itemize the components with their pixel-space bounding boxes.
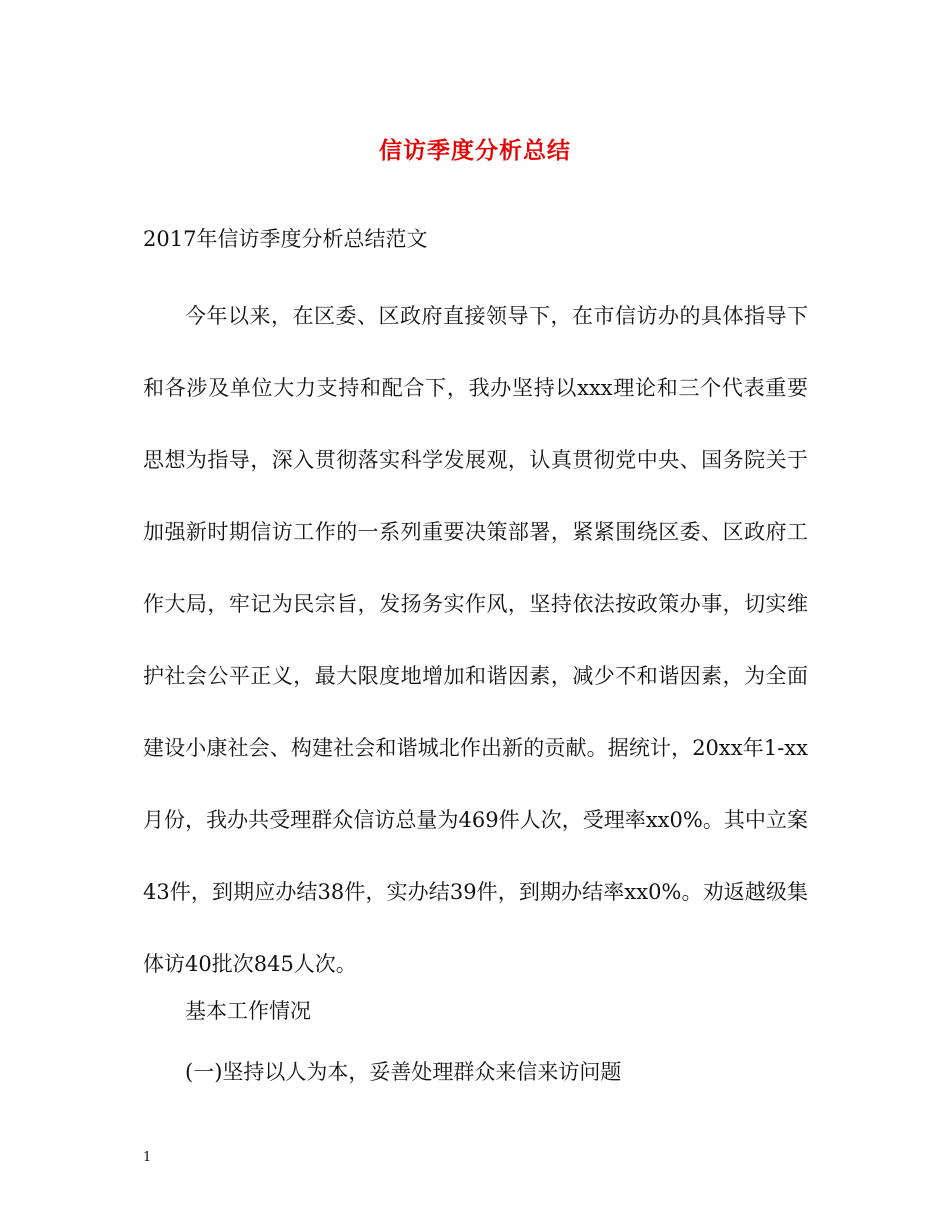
body-paragraph: 今年以来，在区委、区政府直接领导下，在市信访办的具体指导下和各涉及单位大力支持和配合下，我办坚持以xxx理论和三个代表重要思想为指导，深入贯彻落实科学发展观，认真贯彻党中央、国务院关于加强新时期信访工作的一系列重要决策部署，紧紧围绕区委、区政府工作大局，牢记为民宗旨，发扬务实作风，坚持依法按政策办事，切实维护社会公平正义，最大限度地增加和谐因素，减少不和谐因素，为全面建设小康社会、构建社会和谐城北作出新的贡献。据统计，20xx年1-xx月份，我办共受理群众信访总量为469件人次，受理率xx0%。其中立案43件，到期应办结38件，实办结39件，到期办结率xx0%。劝返越级集体访40批次845人次。 xyxy=(143,304,808,976)
page-number: 1 xyxy=(143,1150,152,1165)
document-subtitle: 2017年信访季度分析总结范文 xyxy=(143,227,428,251)
subsection-heading: (一)坚持以人为本，妥善处理群众来信来访问题 xyxy=(185,1060,622,1084)
document-title: 信访季度分析总结 xyxy=(379,137,571,164)
section-heading: 基本工作情况 xyxy=(185,999,311,1023)
